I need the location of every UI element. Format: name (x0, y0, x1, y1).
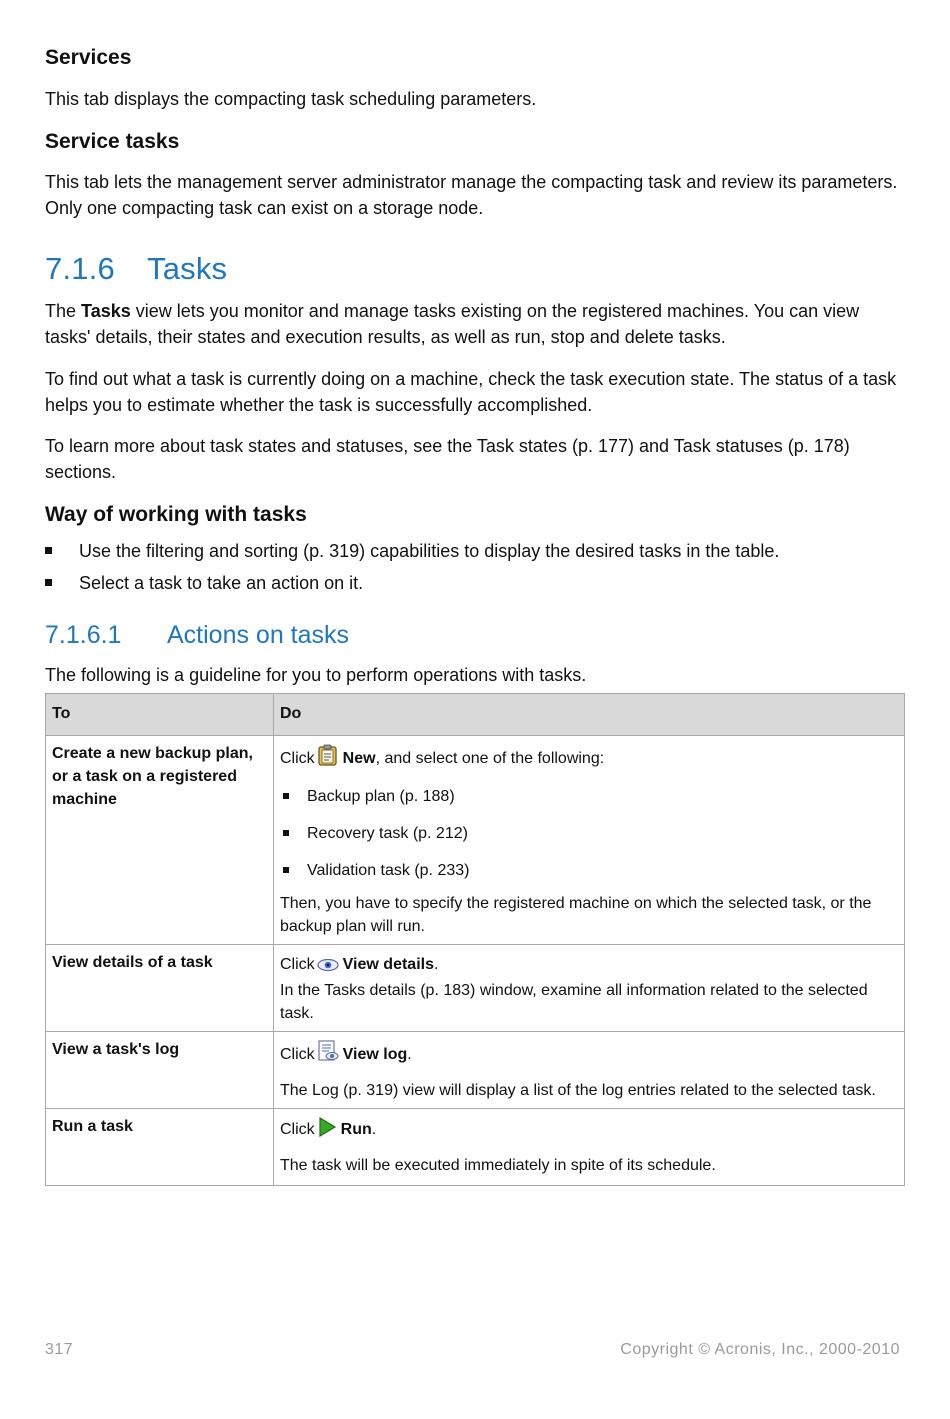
section-number: 7.1.6 (45, 251, 115, 286)
service-tasks-text: This tab lets the management server administrator manage the compacting task and review its parameters. Only one compacting task can exist on a storage node. (45, 172, 898, 218)
row-do-line (280, 1117, 898, 1144)
row-note: The task will be executed immediately in spite of its schedule. (280, 1157, 716, 1174)
row-do-cell (274, 1109, 905, 1186)
services-text: This tab displays the compacting task scheduling parameters. (45, 89, 537, 109)
row-note: Then, you have to specify the registered machine on which the selected task, or the backup plan will run. (280, 895, 872, 935)
after-text: . (371, 1121, 377, 1138)
service-tasks-heading: Service tasks (45, 130, 180, 153)
row-to-cell: View details of a task (46, 945, 274, 1032)
col-do-header: Do (274, 694, 905, 736)
tasks-intro-paragraph (45, 298, 905, 350)
tasks-statuses-paragraph: To learn more about task states and statuses, see the Task states (p. 177) and Task statuses (p. 178) sections. (45, 436, 850, 482)
click-text: Click (280, 1046, 315, 1063)
new-task-icon (317, 744, 339, 773)
row-to-cell: View a task's log (46, 1032, 274, 1109)
para1-bold: Tasks (81, 301, 131, 321)
click-text: Click (280, 1121, 315, 1138)
click-text: Click (280, 956, 315, 973)
table-row (46, 945, 905, 1032)
table-row (46, 1032, 905, 1109)
row-to-cell: Create a new backup plan, or a task on a registered machine (46, 736, 274, 945)
view-log-icon (317, 1040, 339, 1069)
para1-post: view lets you monitor and manage tasks existing on the registered machines. You can view tasks' details, their states and execution results, as well as run, stop and delete tasks. (45, 301, 860, 347)
section-title: Tasks (147, 251, 228, 286)
subsection-number: 7.1.6.1 (45, 621, 122, 649)
row-do-line (280, 1040, 898, 1069)
table-row (46, 736, 905, 945)
option-item-recovery-task: Recovery task (p. 212) (280, 822, 898, 845)
row-note: In the Tasks details (p. 183) window, examine all information related to the selected task. (280, 982, 868, 1022)
copyright-text: Copyright © Acronis, Inc., 2000-2010 (620, 1341, 900, 1358)
way-heading: Way of working with tasks (45, 503, 307, 526)
services-heading: Services (45, 46, 132, 69)
section-heading (45, 251, 227, 287)
table-header-row (46, 694, 905, 736)
option-item-backup-plan: Backup plan (p. 188) (280, 785, 898, 808)
actions-table (45, 693, 905, 1186)
row-do-cell (274, 1032, 905, 1109)
new-action-label: New (342, 750, 376, 767)
tasks-state-paragraph: To find out what a task is currently doing on a machine, check the task execution state. The status of a task helps you to estimate whether the task is successfully accomplished. (45, 369, 897, 415)
view-details-icon (317, 956, 339, 979)
option-item-validation-task: Validation task (p. 233) (280, 859, 898, 882)
row-do-cell (274, 736, 905, 945)
page-number: 317 (45, 1341, 74, 1358)
after-text: , and select one of the following: (375, 750, 605, 767)
table-row (46, 1109, 905, 1186)
run-action-label: Run (340, 1121, 372, 1138)
view-log-action-label: View log (342, 1046, 408, 1063)
after-text: . (433, 956, 439, 973)
row-do-cell (274, 945, 905, 1032)
para1-pre: The (45, 301, 82, 321)
view-details-action-label: View details (342, 956, 434, 973)
subsection-heading (45, 621, 349, 650)
row-do-line (280, 744, 898, 773)
run-icon (317, 1117, 337, 1144)
click-text: Click (280, 750, 315, 767)
subsection-intro: The following is a guideline for you to perform operations with tasks. (45, 665, 587, 685)
after-text: . (407, 1046, 412, 1063)
col-to-header: To (46, 694, 274, 736)
row-do-line (280, 953, 898, 979)
subsection-title: Actions on tasks (167, 621, 350, 649)
row-note: The Log (p. 319) view will display a list of the log entries related to the selected task. (280, 1082, 876, 1099)
row-to-cell: Run a task (46, 1109, 274, 1186)
